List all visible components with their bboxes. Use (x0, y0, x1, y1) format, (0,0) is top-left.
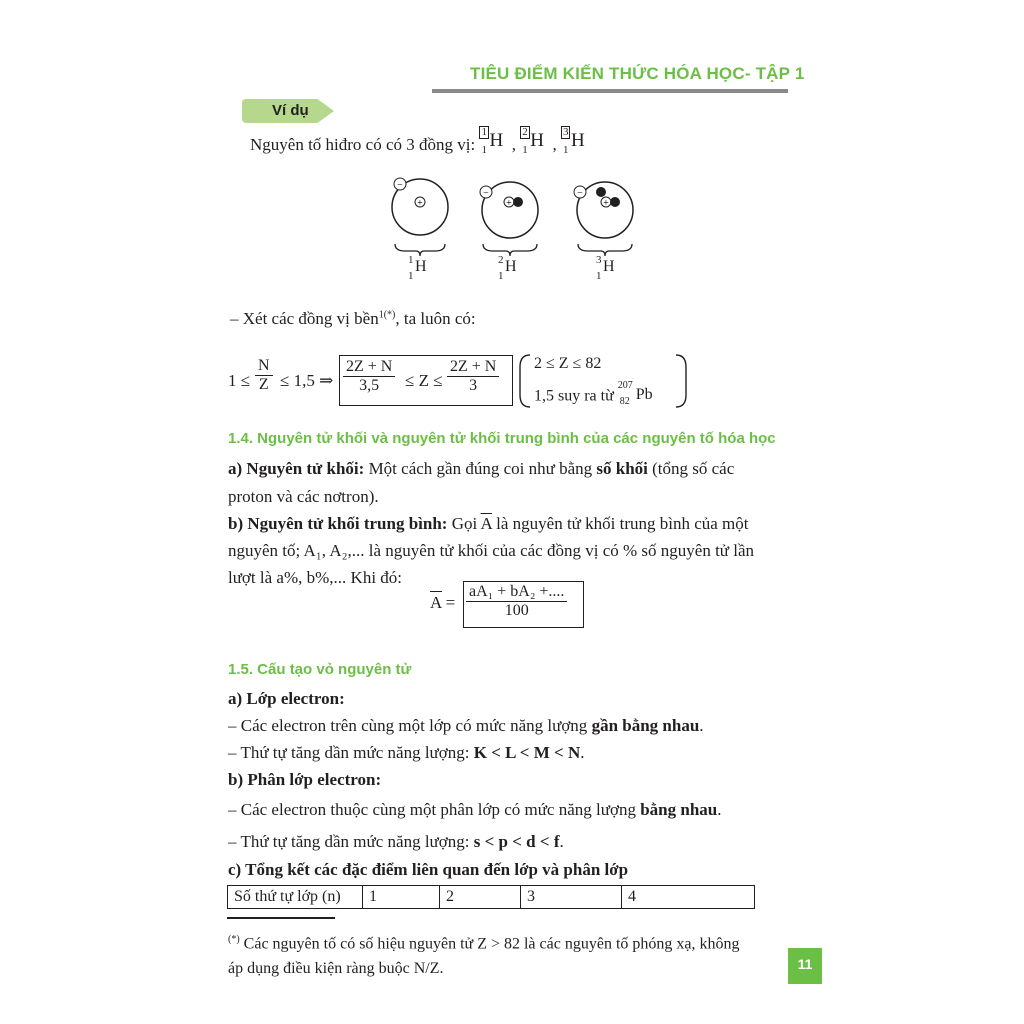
footnote-rule (227, 917, 335, 919)
svg-text:−: − (397, 180, 403, 191)
footnote-line2: áp dụng điều kiện ràng buộc N/Z. (228, 960, 444, 977)
stable-rule-line: – Xét các đồng vị bền$^{1(*)}$, ta luôn có: (230, 309, 476, 328)
running-title: TIÊU ĐIỂM KIẾN THỨC HÓA HỌC- TẬP 1 (470, 64, 805, 83)
avg-formula-frac: $\frac{\text{aA₁ + bA₂ +....}}{100}$ (466, 583, 567, 620)
separator: , (511, 134, 516, 154)
section-1-4-a: a) Nguyên tử khối: Một cách gần đúng coi như bằng số khối (tổng số các (228, 459, 735, 478)
section-1-5-title: 1.5. Cấu tạo vỏ nguyên tử (228, 661, 412, 678)
ineq-lhs-end: ≤ 1,5 ⇒ (280, 371, 334, 390)
section-1-5-c: c) Tổng kết các đặc điểm liên quan đến lớp và phân lớp (228, 860, 629, 879)
isotope-h1: 1 1 H (481, 126, 504, 156)
section-1-4-title: 1.4. Nguyên tử khối và nguyên tử khối trung bình của các nguyên tố hóa học (228, 430, 776, 447)
table-cell: 4 (622, 886, 755, 909)
table-cell: 3 (521, 886, 622, 909)
box1-frac: $\frac{2Z + N}{3,5}$ (343, 358, 395, 395)
svg-text:−: − (483, 188, 489, 199)
table-cell: 1 (363, 886, 440, 909)
svg-text:−: − (577, 188, 583, 199)
label-h3: 3 1 H (596, 254, 615, 282)
isotope-h3: 3 1 H (562, 126, 585, 156)
label-h2: 2 1 H (498, 254, 517, 282)
section-1-4-b-line3: lượt là a%, b%,... Khi đó: (228, 568, 403, 587)
svg-text:+: + (603, 198, 609, 209)
example-intro: Nguyên tố hiđro có có 3 đồng vị: (250, 134, 476, 154)
section-1-5-a1: – Các electron trên cùng một lớp có mức năng lượng gần bằng nhau. (228, 716, 704, 735)
label-h1: 1 1 H (408, 254, 427, 282)
table-row (228, 886, 755, 909)
isotope-h2: 2 1 H (522, 126, 544, 156)
atom-deuterium (480, 182, 538, 256)
svg-text:+: + (417, 198, 423, 209)
section-1-5-b: b) Phân lớp electron: (228, 770, 382, 789)
ineq-lhs: 1 ≤ (228, 371, 251, 390)
section-1-4-b: b) Nguyên tử khối trung bình: Gọi $\overline{A}$ là nguyên tử khối trung bình của một (228, 514, 749, 533)
separator: , (552, 134, 557, 154)
section-1-4-b-line2: nguyên tố; A₁, A₂,... là nguyên tử khối của các đồng vị có % số nguyên tử lần (228, 541, 755, 560)
case-1: 2 ≤ Z ≤ 82 (534, 355, 602, 372)
section-1-5-a: a) Lớp electron: (228, 689, 345, 708)
example-label: Ví dụ (272, 102, 309, 119)
atom-protium (392, 178, 448, 256)
section-1-5-a2: – Thứ tự tăng dần mức năng lượng: K < L < M < N. (228, 743, 585, 762)
ratio-n-z: $\frac{N}{Z}$ (255, 357, 273, 394)
formula-lhs: A = (430, 593, 456, 612)
footnote-line1: (*) Các nguyên tố có số hiệu nguyên tử Z > 82 là các nguyên tố phóng xạ, không (228, 934, 740, 953)
example-intro-line (250, 126, 589, 160)
case-2: 1,5 suy ra từ 207 82 Pb (534, 380, 653, 407)
atom-tritium (574, 182, 633, 256)
box-middle: ≤ Z ≤ (405, 371, 443, 390)
page-number: 11 (797, 956, 813, 972)
table-cell: 2 (440, 886, 521, 909)
section-1-4-a-line2: proton và các nơtron). (228, 487, 379, 506)
svg-text:+: + (506, 198, 512, 209)
table-header-cell: Số thứ tự lớp (n) (228, 886, 363, 909)
box2-frac: $\frac{2Z + N}{3}$ (447, 358, 499, 395)
section-1-5-b1: – Các electron thuộc cùng một phân lớp có mức năng lượng bằng nhau. (228, 800, 722, 819)
section-1-5-b2: – Thứ tự tăng dần mức năng lượng: s < p < d < f. (228, 832, 564, 851)
header-rule (432, 89, 788, 93)
shell-summary-table (227, 885, 755, 909)
